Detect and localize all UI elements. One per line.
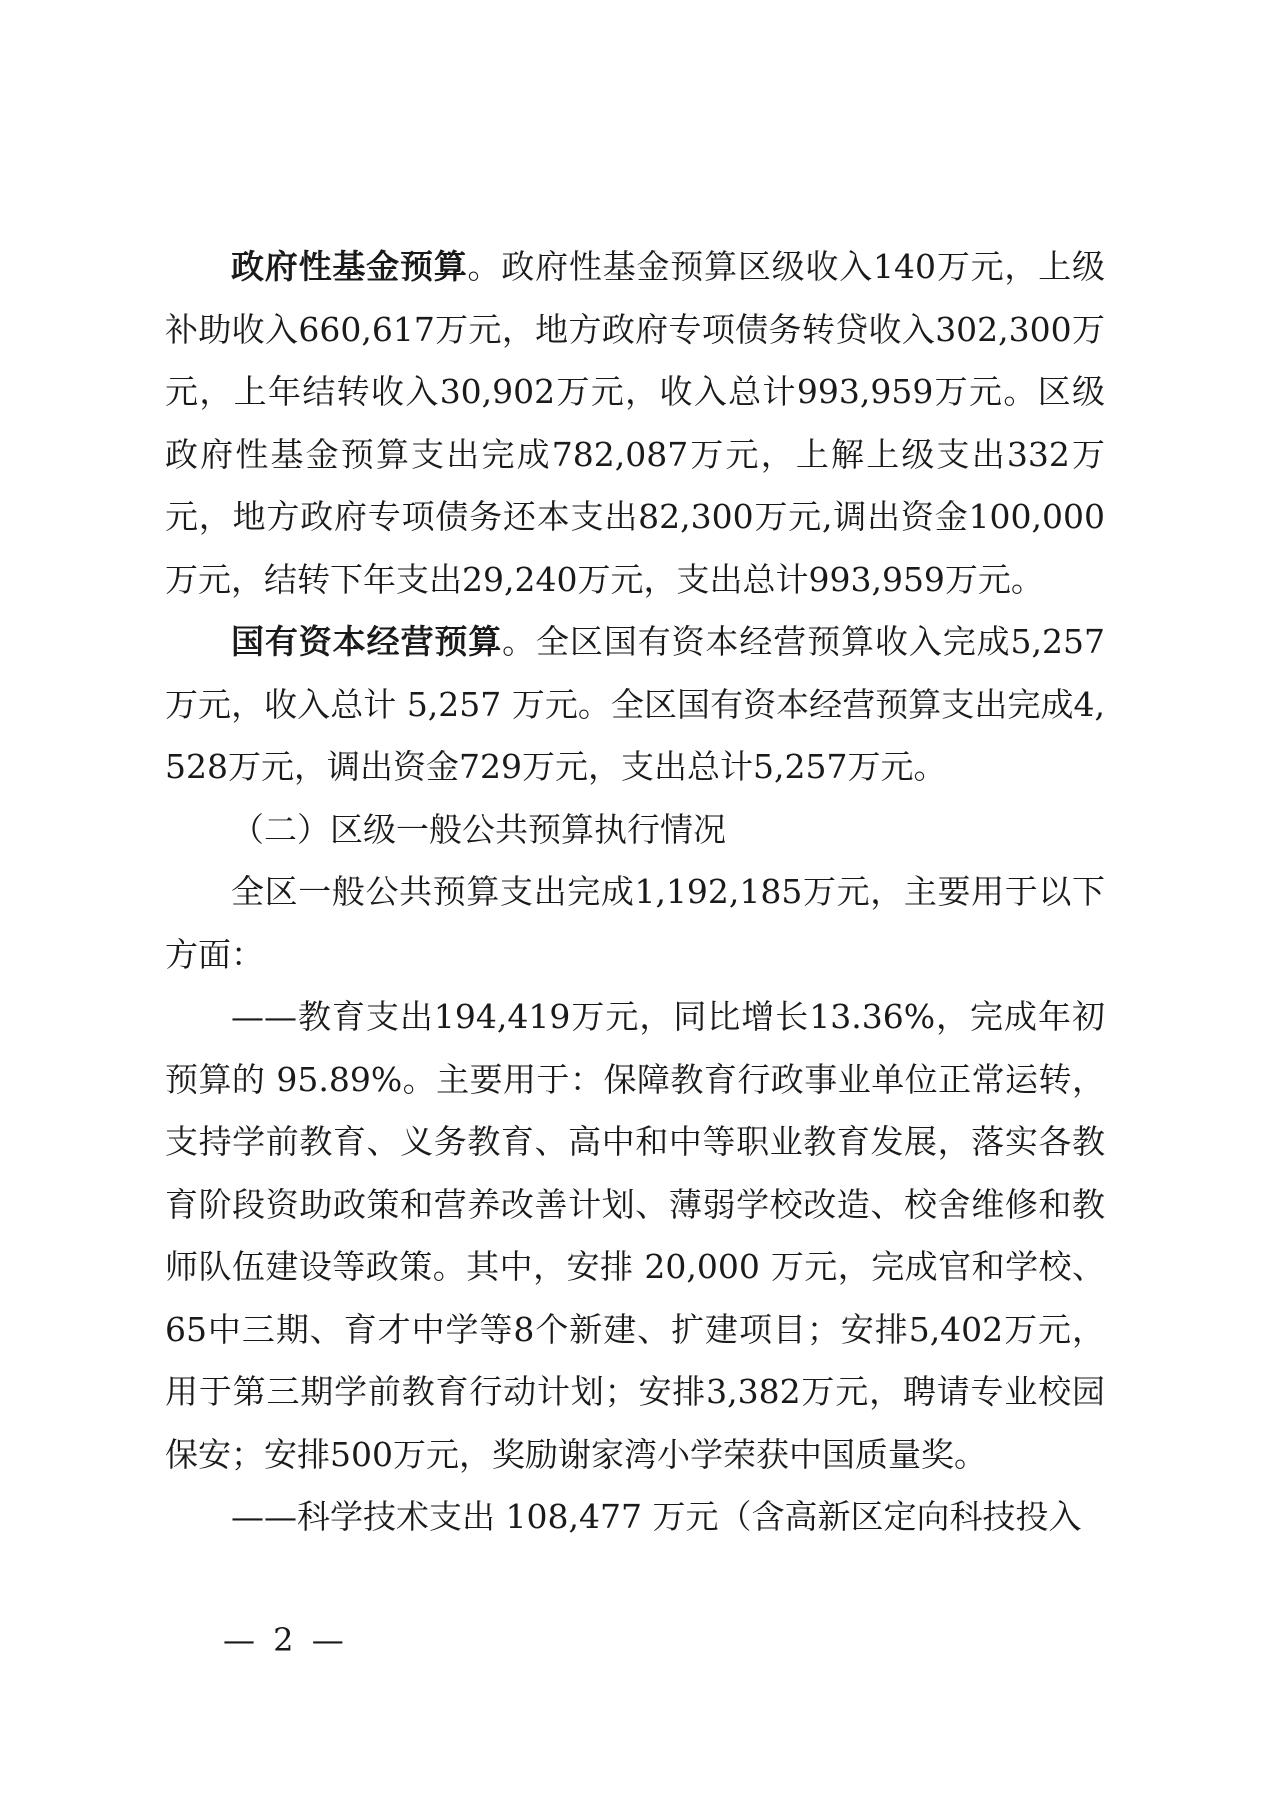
section-heading-text: （二）区级一般公共预算执行情况 bbox=[231, 809, 726, 849]
paragraph-text: 。政府性基金预算区级收入140万元，上级补助收入660,617万元，地方政府专项债务转贷收入302,300万元，上年结转收入30,902万元，收入总计993,959万元。区级政府性基金预算支出完成782,087万元，上解上级支出332万元，地方政府专项债务还本支出82,300万元,调出资金100,000万元，结转下年支出29,240万元，支出总计993,959万元。 bbox=[165, 247, 1105, 599]
paragraph-education-expenditure bbox=[165, 986, 1105, 1486]
paragraph-text: 全区一般公共预算支出完成1,192,185万元，主要用于以下方面： bbox=[165, 872, 1105, 974]
paragraph-lead: 国有资本经营预算 bbox=[231, 622, 503, 661]
paragraph-lead: 政府性基金预算 bbox=[231, 247, 468, 286]
paragraph-government-fund-budget bbox=[165, 236, 1105, 611]
section-heading bbox=[165, 799, 1105, 862]
paragraph-text: ——教育支出194,419万元，同比增长13.36%，完成年初预算的 95.89%。主要用于：保障教育行政事业单位正常运转，支持学前教育、义务教育、高中和中等职业教育发展，落实各教育阶段资助政策和营养改善计划、薄弱学校改造、校舍维修和教师队伍建设等政策。其中，安排 20,000 万元，完成官和学校、65中三期、育才中学等8个新建、扩建项目；安排5,402万元，用于第三期学前教育行动计划；安排3,382万元，聘请专业校园保安；安排500万元，奖励谢家湾小学荣获中国质量奖。 bbox=[165, 997, 1105, 1474]
paragraph-general-budget-summary bbox=[165, 861, 1105, 986]
page-number: — 2 — bbox=[223, 1621, 348, 1659]
body-text bbox=[165, 236, 1105, 1549]
paragraph-text: ——科学技术支出 108,477 万元（含高新区定向科技投入 bbox=[231, 1497, 1082, 1536]
paragraph-science-expenditure bbox=[165, 1486, 1105, 1549]
paragraph-text: 。全区国有资本经营预算收入完成5,257万元，收入总计 5,257 万元。全区国有资本经营预算支出完成4,528万元，调出资金729万元，支出总计5,257万元。 bbox=[165, 622, 1105, 786]
paragraph-state-capital-budget bbox=[165, 611, 1105, 799]
